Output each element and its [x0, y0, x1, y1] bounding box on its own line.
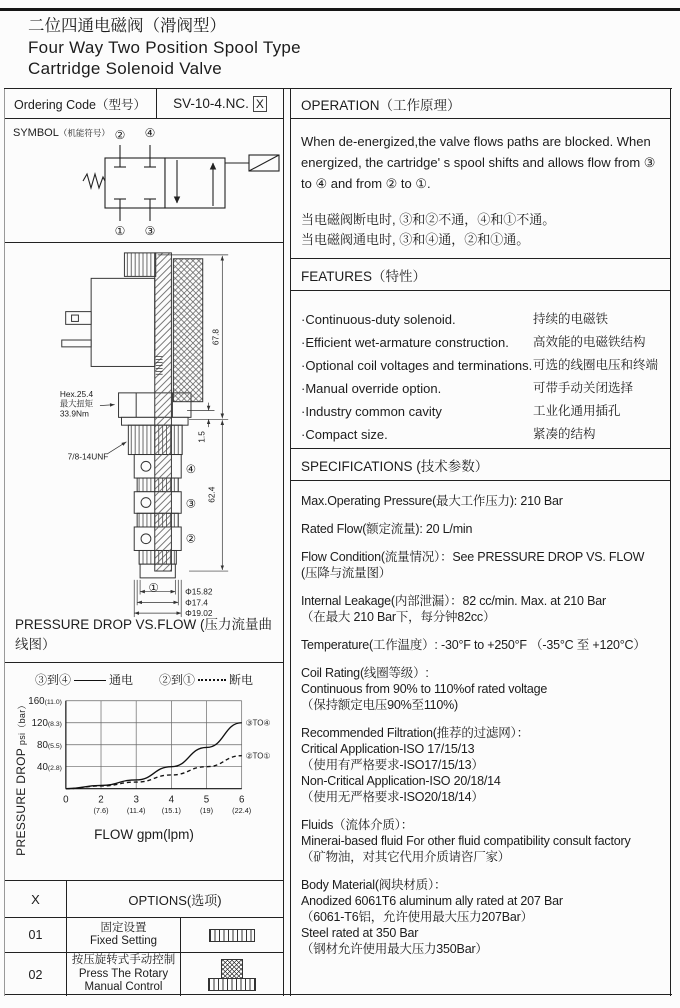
- feature-text-cn: 高效能的电磁铁结构: [533, 335, 646, 349]
- legend-mode-label: 断电: [229, 673, 254, 687]
- feature-item: [301, 308, 664, 331]
- feature-item: [301, 400, 664, 423]
- option-row-02: [5, 953, 283, 996]
- page-title-cn: 二位四通电磁阀（滑阀型）: [28, 17, 226, 35]
- thread-note: 7/8-14UNF: [67, 451, 109, 462]
- operation-text-cn: [301, 210, 662, 250]
- option-row-01: [5, 918, 283, 953]
- legend-item-energized: [35, 671, 133, 688]
- page-title: [28, 15, 301, 79]
- option-code: 02: [5, 953, 67, 996]
- symbol-port-2: ②: [114, 128, 126, 142]
- top-rule: [0, 8, 680, 11]
- feature-text-cn: 工业化通用插孔: [533, 404, 621, 418]
- dimension-drawing-section: [5, 243, 283, 663]
- feature-item: [301, 331, 664, 354]
- x-tick-lpm: (19): [200, 806, 214, 816]
- specifications-list: [291, 481, 670, 957]
- y-tick-label: 80(5.5): [37, 740, 62, 752]
- page-title-en-2: Cartridge Solenoid Valve: [28, 59, 222, 78]
- page-title-en-1: Four Way Two Position Spool Type: [28, 38, 301, 57]
- features-heading: FEATURES（特性）: [291, 259, 670, 291]
- x-tick-gpm: 6: [238, 794, 245, 806]
- valve-symbol-diagram: [5, 119, 283, 243]
- legend-item-deenergized: [159, 671, 253, 688]
- features-list: [291, 291, 670, 449]
- legend-ports-label: ③到④: [34, 673, 71, 687]
- spec-line: (压降与流量图）: [301, 566, 392, 580]
- feature-item: [301, 423, 664, 446]
- pressure-drop-heading: PRESSURE DROP VS.FLOW (压力流量曲线图）: [15, 617, 273, 652]
- drawing-port-4: ④: [185, 463, 197, 477]
- spec-line: （使用无严格要求-ISO20/18/14）: [301, 790, 484, 804]
- operation-cn-line-2: 当电磁阀通电时, ③和④通，②和①通。: [301, 232, 530, 247]
- feature-text-cn: 可选的线圈电压和终端: [533, 358, 659, 372]
- chart-x-axis-label: FLOW gpm(lpm): [94, 827, 194, 842]
- symbol-port-3: ③: [144, 224, 156, 238]
- x-tick-gpm: 3: [133, 794, 139, 806]
- ordering-code-value: [157, 89, 283, 118]
- option-description-cn: 固定设置: [100, 921, 147, 934]
- operation-body: [291, 119, 670, 259]
- options-header-x: X: [5, 881, 67, 917]
- hex-note-line-1: Hex.25.4: [59, 388, 94, 399]
- legend-mode-label: 通电: [108, 673, 133, 687]
- chart-curve-dashed: [66, 756, 242, 789]
- feature-item: [301, 354, 664, 377]
- y-axis-label-main: PRESSURE DROP: [14, 747, 28, 856]
- spec-line: Temperature(工作温度）: -30°F to +250°F （-35°C 至 +120°C）: [301, 638, 646, 652]
- spec-line: （在最大 210 Bar下，每分钟82cc）: [301, 610, 496, 624]
- pressure-flow-chart-section: [5, 663, 283, 881]
- spec-line: Body Material(阀块材质）：: [301, 878, 447, 892]
- dim-shoulder: 1.5: [196, 431, 207, 443]
- x-tick-lpm: (22.4): [232, 806, 252, 816]
- dia-mid: Φ17.4: [185, 597, 208, 608]
- operation-text-en: When de-energized,the valve flows paths are blocked. When energized, the cartridge' s spool shifts and allows flow from ③ to ④ and from ② to ①.: [301, 134, 656, 191]
- y-tick-label: 40(2.8): [37, 762, 62, 774]
- option-description: [67, 953, 181, 996]
- spec-line: Max.Operating Pressure(最大工作压力): 210 Bar: [301, 494, 563, 508]
- x-tick-gpm: 4: [168, 794, 175, 806]
- specifications-heading: SPECIFICATIONS (技术参数）: [291, 449, 670, 481]
- symbol-port-4: ④: [144, 126, 156, 140]
- solid-line-sample-icon: [74, 680, 106, 681]
- spec-line: Fluids（流体介质）：: [301, 818, 413, 832]
- options-table: [5, 881, 283, 996]
- curve-label: ②TO①: [245, 751, 271, 761]
- spec-line: Rated Flow(额定流量): 20 L/min: [301, 522, 473, 536]
- dia-nose: Φ15.82: [185, 586, 213, 597]
- feature-text-en: ·Industry common cavity: [301, 404, 442, 419]
- ordering-code-row: [5, 89, 283, 119]
- x-tick-gpm: 5: [203, 794, 210, 806]
- feature-text-en: ·Compact size.: [301, 427, 388, 442]
- option-description-cn: 按压旋转式手动控制: [71, 954, 176, 967]
- right-column: [290, 89, 671, 996]
- options-header-title: OPTIONS(选项): [128, 892, 222, 908]
- option-code: 01: [5, 918, 67, 952]
- y-tick-label: 120(8.3): [31, 718, 62, 730]
- symbol-label-cn: （机能符号）: [58, 128, 110, 138]
- spec-line: Critical Application-ISO 17/15/13: [301, 742, 475, 756]
- ordering-code-x-box: X: [253, 96, 267, 112]
- dim-overall-length: 67.8: [210, 328, 221, 346]
- feature-text-cn: 紧凑的结构: [533, 427, 596, 441]
- ordering-code-label: Ordering Code（型号）: [5, 89, 157, 118]
- hex-note-line-2: 最大扭矩: [59, 398, 94, 409]
- spec-line: Recommended Filtration(推荐的过滤网）：: [301, 726, 529, 740]
- option-icon-cell: [181, 953, 283, 996]
- x-tick-gpm: 0: [63, 794, 69, 806]
- hex-note-line-3: 33.9Nm: [59, 408, 89, 419]
- y-axis-label-sub: psi（bar）: [17, 700, 27, 748]
- chart-legend: [5, 671, 283, 688]
- spec-line: Internal Leakage(内部泄漏）：82 cc/min. Max. at 210 Bar: [301, 594, 606, 608]
- spec-line: （矿物油，对其它代用介质请咨厂家）: [301, 850, 511, 864]
- chart-curve-solid: [66, 723, 242, 789]
- x-tick-lpm: (11.4): [126, 806, 146, 816]
- left-column: [4, 89, 284, 996]
- drawing-port-3: ③: [185, 497, 197, 511]
- feature-text-cn: 持续的电磁铁: [533, 312, 609, 326]
- fixed-setting-knob-icon: [209, 929, 255, 942]
- feature-item: [301, 377, 664, 400]
- spec-line: （使用有严格要求-ISO17/15/13）: [301, 758, 484, 772]
- spec-line: Coil Rating(线圈等级）:: [301, 666, 429, 680]
- x-tick-gpm: 2: [98, 794, 104, 806]
- spec-line: Non-Critical Application-ISO 20/18/14: [301, 774, 501, 788]
- rotary-manual-knob-icon: [221, 959, 243, 979]
- spec-line: （6061-T6铝，允许使用最大压力207Bar）: [301, 910, 533, 924]
- pressure-flow-chart: [5, 691, 283, 818]
- legend-ports-label: ②到①: [159, 673, 196, 687]
- feature-text-cn: 可带手动关闭选择: [533, 381, 634, 395]
- dashed-line-sample-icon: [198, 679, 226, 681]
- spec-line: Steel rated at 350 Bar: [301, 926, 419, 940]
- operation-heading: OPERATION（工作原理）: [291, 89, 670, 119]
- spec-line: （钢材允许使用最大压力350Bar）: [301, 942, 488, 956]
- spec-line: Flow Condition(流量情况）：See PRESSURE DROP VS. FLOW: [301, 550, 645, 564]
- option-icon-cell: [181, 918, 283, 952]
- x-tick-lpm: (15.1): [161, 806, 181, 816]
- feature-text-en: ·Optional coil voltages and terminations.: [301, 358, 533, 373]
- dim-cartridge-length: 62.4: [206, 486, 217, 503]
- rotary-manual-knob-base-icon: [208, 978, 256, 991]
- feature-text-en: ·Continuous-duty solenoid.: [301, 312, 456, 327]
- option-description: [67, 918, 181, 952]
- content-grid: [4, 88, 672, 995]
- symbol-label-en: SYMBOL: [13, 127, 59, 139]
- spec-line: Anodized 6061T6 aluminum ally rated at 207 Bar: [301, 894, 563, 908]
- spec-line: （保持额定电压90%至110%): [301, 698, 459, 712]
- operation-cn-line-1: 当电磁阀断电时, ③和②不通，④和①不通。: [301, 212, 556, 227]
- symbol-port-1: ①: [114, 224, 126, 238]
- drawing-port-2: ②: [185, 532, 197, 546]
- x-tick-lpm: (7.6): [93, 806, 109, 816]
- dia-thread: Φ19.02: [185, 608, 213, 619]
- ordering-code-prefix: SV-10-4.NC.: [173, 96, 249, 111]
- spec-line: Minerai-based fluid For other fluid compatibility consult factory: [301, 834, 631, 848]
- options-header-row: [5, 881, 283, 918]
- feature-text-en: ·Efficient wet-armature construction.: [301, 335, 509, 350]
- drawing-port-1: ①: [148, 581, 160, 595]
- option-description-en: Press The Rotary Manual Control: [78, 967, 169, 994]
- option-description-en: Fixed Setting: [89, 935, 158, 947]
- feature-text-en: ·Manual override option.: [301, 381, 442, 396]
- valve-cross-section-drawing: [5, 243, 283, 624]
- curve-label: ③TO④: [245, 718, 271, 728]
- spec-line: Continuous from 90% to 110%of rated voltage: [301, 682, 548, 696]
- symbol-section: [5, 119, 283, 243]
- y-tick-label: 160(11.0): [28, 696, 62, 708]
